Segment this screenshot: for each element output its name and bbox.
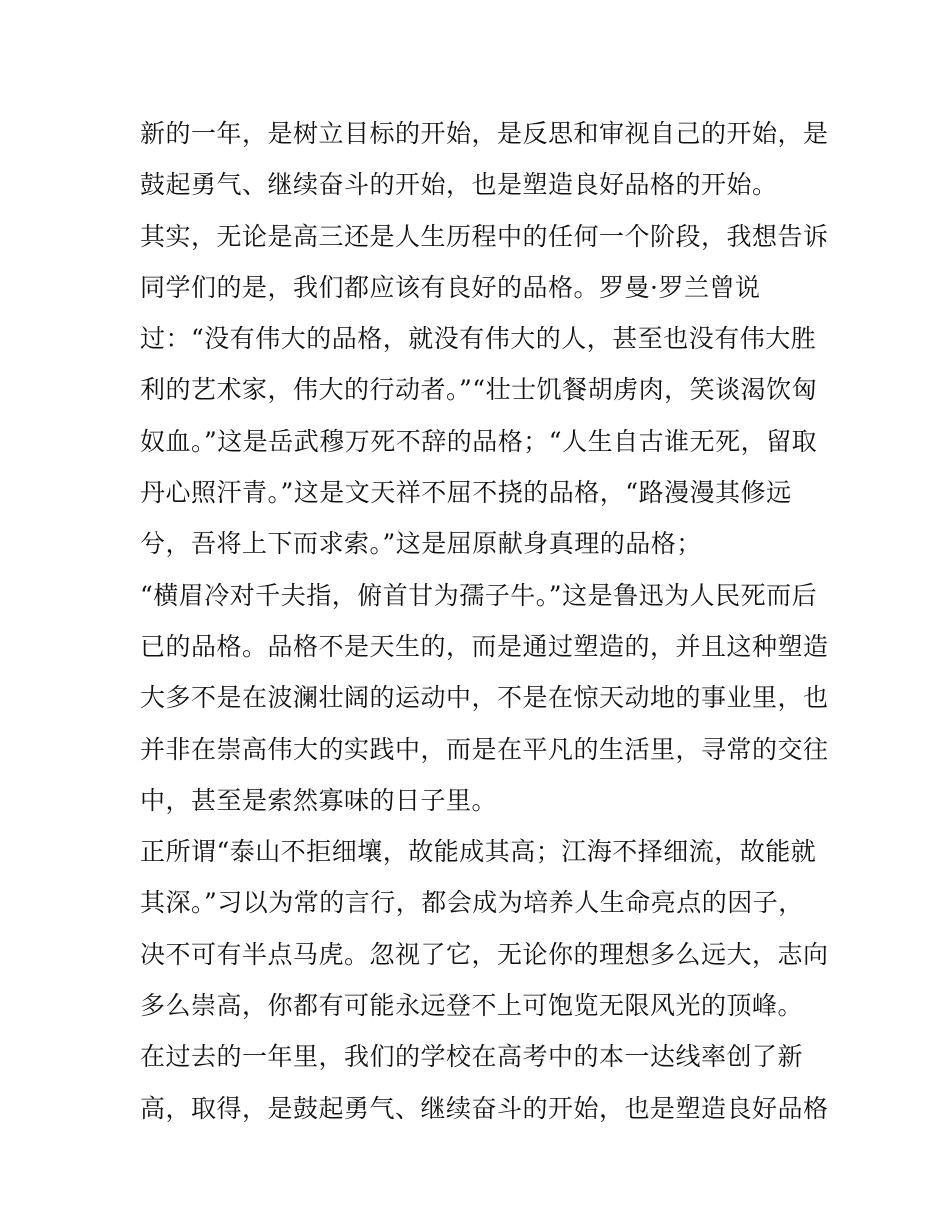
text-line: 兮，吾将上下而求索。”这是屈原献身真理的品格； xyxy=(140,529,702,559)
text-line: 过：“没有伟大的品格，就没有伟大的人，甚至也没有伟大胜 xyxy=(140,324,817,354)
text-line: 高，取得，是鼓起勇气、继续奋斗的开始，也是塑造良好品格 xyxy=(140,1093,829,1123)
text-line: 其深。”习以为常的言行，都会成为培养人生命亮点的因子， xyxy=(140,888,804,918)
text-line: 鼓起勇气、继续奋斗的开始，也是塑造良好品格的开始。 xyxy=(140,170,778,200)
text-line: 利的艺术家，伟大的行动者。”“壮士饥餐胡虏肉，笑谈渴饮匈 xyxy=(140,375,818,405)
text-line: 奴血。”这是岳武穆万死不辞的品格；“人生自古谁无死，留取 xyxy=(140,426,818,456)
text-line: 大多不是在波澜壮阔的运动中，不是在惊天动地的事业里，也 xyxy=(140,683,829,713)
text-line: 丹心照汗青。”这是文天祥不屈不挠的品格，“路漫漫其修远 xyxy=(140,478,792,508)
text-line: 在过去的一年里，我们的学校在高考中的本一达线率创了新 xyxy=(140,1042,804,1072)
text-line: “横眉冷对千夫指，俯首甘为孺子牛。”这是鲁迅为人民死而后 xyxy=(140,580,818,610)
text-line: 多么崇高，你都有可能永远登不上可饱览无限风光的顶峰。 xyxy=(140,991,804,1021)
text-line: 并非在崇高伟大的实践中，而是在平凡的生活里，寻常的交往 xyxy=(140,734,829,764)
text-line: 决不可有半点马虎。忽视了它，无论你的理想多么远大，志向 xyxy=(140,939,829,969)
text-line: 已的品格。品格不是天生的，而是通过塑造的，并且这种塑造 xyxy=(140,631,829,661)
text-line: 其实，无论是高三还是人生历程中的任何一个阶段，我想告诉 xyxy=(140,221,829,251)
document-body xyxy=(140,108,829,1134)
text-line: 同学们的是，我们都应该有良好的品格。罗曼·罗兰曾说 xyxy=(140,272,761,302)
text-line: 中，甚至是索然寡味的日子里。 xyxy=(140,785,498,815)
text-line: 新的一年，是树立目标的开始，是反思和审视自己的开始，是 xyxy=(140,119,829,148)
text-line: 正所谓“泰山不拒细壤，故能成其高；江海不择细流，故能就 xyxy=(140,837,817,867)
